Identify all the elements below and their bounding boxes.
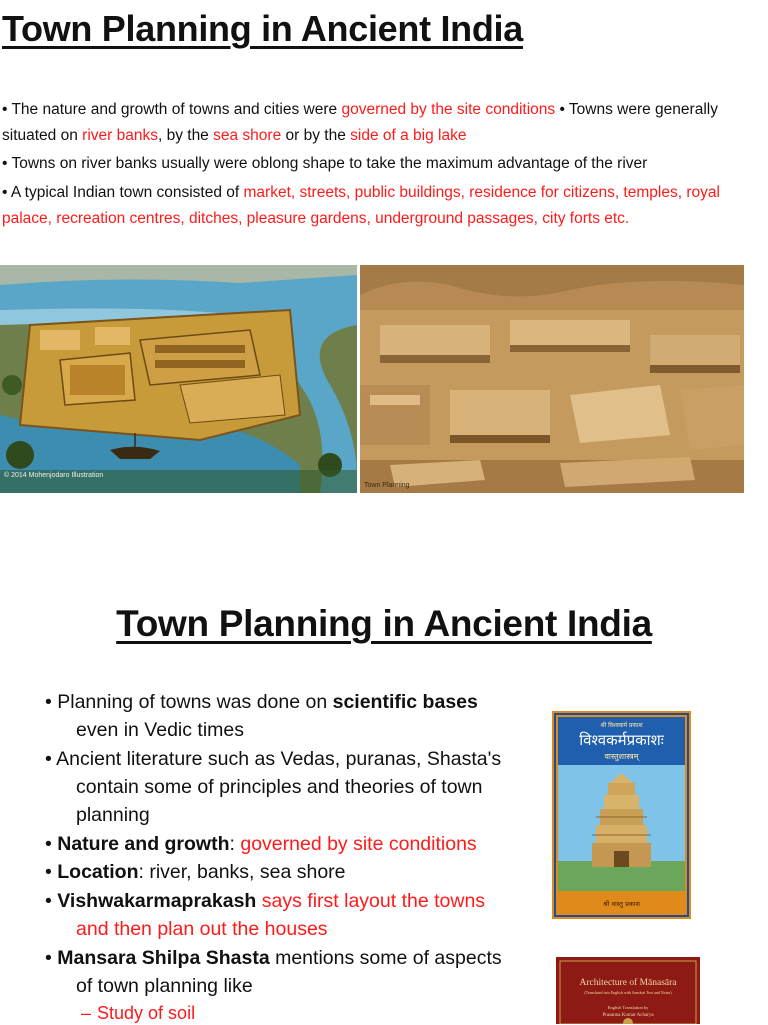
bullet-river-banks: • Towns on river banks usually were oblong shape to take the maximum advantage of the river xyxy=(2,155,648,172)
book-subtitle: (Translated into English with Sanskrit Text and Notes) xyxy=(584,990,672,995)
bullet-location xyxy=(45,858,545,886)
text-span: • The nature and growth of towns and cities were xyxy=(2,101,342,118)
vishwakarmaprakash-book-cover xyxy=(552,711,691,919)
text-span: of town planning like xyxy=(76,975,253,997)
highlight-span: governed by site conditions xyxy=(240,833,477,855)
photo-caption: Town Planning xyxy=(364,482,410,489)
bullet-nature-growth xyxy=(45,830,545,858)
sub-bullet-study-of-soil xyxy=(81,1001,195,1025)
ancient-city-illustration xyxy=(0,265,357,493)
book-cover-image xyxy=(556,957,700,1024)
ruins-photo-image xyxy=(360,265,744,493)
bullet-mansara xyxy=(45,944,545,1000)
text-span: contain some of principles and theories of town xyxy=(76,776,483,798)
book-line-4: Prasanna Kumar Acharya xyxy=(602,1013,654,1018)
highlight-span: and then plan out the houses xyxy=(76,918,328,940)
text-span: • A typical Indian town consisted of xyxy=(2,184,244,201)
text-span: planning xyxy=(76,804,150,826)
text-span: • Towns were generally situated on xyxy=(2,101,718,144)
bullet-scientific-bases xyxy=(45,688,545,744)
highlight-span: river banks xyxy=(82,127,158,144)
highlight-span: side of a big lake xyxy=(350,127,467,144)
book-title: Architecture of Mānasāra xyxy=(579,978,677,988)
bold-span: Location xyxy=(57,861,139,883)
slide-1 xyxy=(0,0,768,500)
book-title: विश्वकर्मप्रकाशः xyxy=(579,731,664,749)
book-cover-image xyxy=(552,711,691,919)
text-span: Planning of towns was done on xyxy=(57,691,333,713)
highlight-span: sea shore xyxy=(213,127,282,144)
highlight-span: governed by the site conditions xyxy=(341,101,556,118)
bullet-marker: • xyxy=(45,861,58,883)
bold-span: Nature and growth xyxy=(57,833,230,855)
bullet-marker: • xyxy=(45,691,58,713)
slide-1-title: Town Planning in Ancient India xyxy=(2,8,523,49)
bullet-ancient-literature xyxy=(45,745,545,829)
bullet-vishwakarmaprakash xyxy=(45,887,545,943)
highlight-span: says first layout the towns xyxy=(256,890,486,912)
bullet-site-conditions xyxy=(2,97,762,149)
text-span: mentions some of aspects xyxy=(269,947,502,969)
text-span: : xyxy=(229,833,241,855)
ruins-photograph xyxy=(360,265,744,493)
bullet-marker: • xyxy=(45,947,58,969)
book-line-3: English Translation by xyxy=(607,1005,649,1010)
manasara-book-cover xyxy=(556,957,700,1024)
text-span: , by the xyxy=(157,127,214,144)
highlight-span: market, streets, public buildings, residence for citizens, temples, royal palace, recreation centres, ditches, pleasure gardens, underground passages, city forts etc. xyxy=(2,184,720,227)
text-span: or by the xyxy=(281,127,351,144)
bold-span: Vishwakarmaprakash xyxy=(57,890,257,912)
city-illustration-image xyxy=(0,265,357,493)
book-footer: श्री वास्तु प्रकाश xyxy=(603,900,640,908)
bullet-marker: • xyxy=(45,833,58,855)
slide-2-title: Town Planning in Ancient India xyxy=(116,603,652,644)
bold-span: scientific bases xyxy=(332,691,478,713)
dash-marker: – xyxy=(81,1003,92,1023)
bold-span: Mansara Shilpa Shasta xyxy=(57,947,270,969)
book-subtitle: वास्तुशास्त्रम् xyxy=(604,752,639,761)
text-span: even in Vedic times xyxy=(76,719,245,741)
bullet-typical-town xyxy=(2,180,762,232)
highlight-span: Study of soil xyxy=(97,1003,196,1023)
book-top-line: श्री विश्वकर्म प्रकाश xyxy=(600,722,643,729)
bullet-marker: • xyxy=(45,890,58,912)
bullet-marker: • xyxy=(45,748,57,770)
text-span: : river, banks, sea shore xyxy=(138,861,346,883)
text-span: Ancient literature such as Vedas, puranas, Shasta's xyxy=(56,748,502,770)
illustration-caption: © 2014 Mohenjodaro Illustration xyxy=(4,472,104,479)
